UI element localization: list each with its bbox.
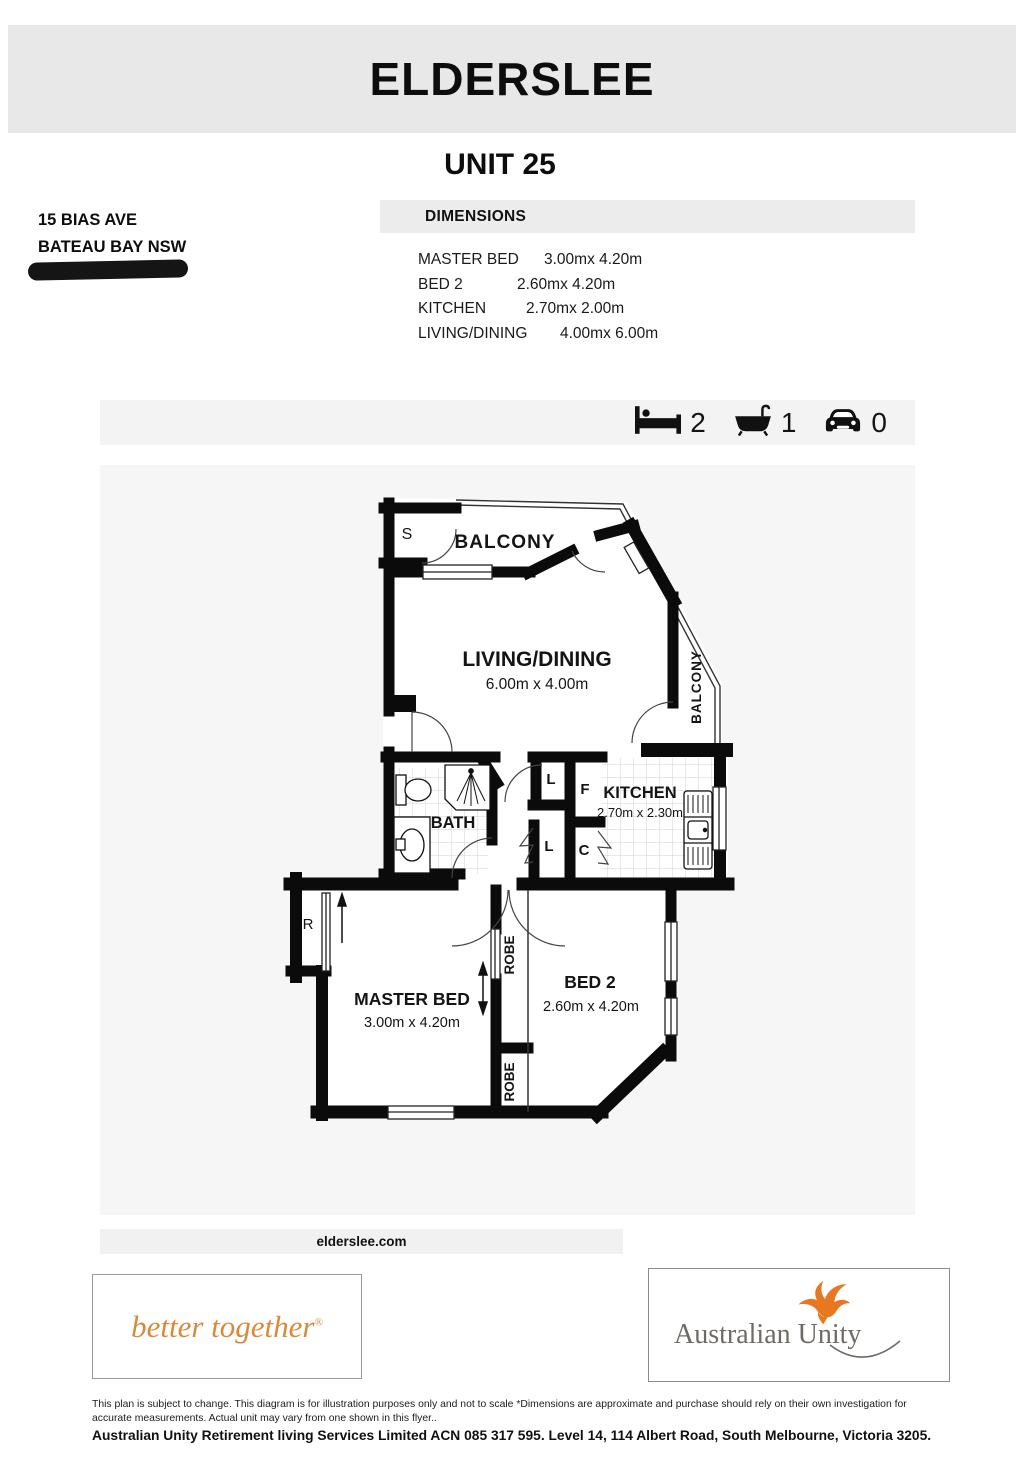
- table-row: [418, 248, 818, 273]
- dim-value: 2.70mx 2.00m: [526, 300, 625, 318]
- baths-feature: [734, 404, 797, 441]
- table-row: [418, 273, 818, 298]
- bath-icon: [734, 404, 772, 441]
- robe-r-label: R: [302, 916, 314, 933]
- master-bed-dims: 3.00m x 4.20m: [364, 1015, 460, 1031]
- dim-label: BED 2: [418, 275, 463, 293]
- cupboard-label: C: [578, 842, 590, 859]
- australian-unity-text: Australian Unity: [674, 1319, 862, 1350]
- website-band: [100, 1229, 623, 1254]
- dimensions-table: [418, 248, 818, 346]
- robe-top-label: ROBE: [502, 935, 517, 975]
- living-label: LIVING/DINING: [462, 648, 612, 671]
- storage-label: S: [401, 526, 413, 543]
- linen-label-2: L: [544, 838, 554, 855]
- cars-count: 0: [871, 406, 887, 438]
- dim-value: 3.00mx 4.20m: [544, 251, 643, 269]
- balcony-right-label: BALCONY: [689, 650, 704, 724]
- disclaimer-text: This plan is subject to change. This diagram is for illustration purposes only and not to scale *Dimensions are approximate and purchase should rely on their own investigation for accurate measurements. Actual unit may vary from one shown in this flyer..: [92, 1399, 907, 1424]
- dimensions-header-band: [380, 200, 915, 233]
- address-block: [38, 207, 186, 261]
- address-line2: BATEAU BAY NSW: [38, 238, 187, 256]
- bed2-label: BED 2: [564, 972, 616, 992]
- header-band: [8, 25, 1016, 133]
- website-url[interactable]: elderslee.com: [316, 1234, 407, 1249]
- linen-label-1: L: [546, 771, 556, 788]
- floor-plan: [100, 465, 915, 1215]
- dim-label: MASTER BED: [418, 251, 519, 269]
- cars-feature: [824, 406, 887, 440]
- australian-unity-logo: [668, 1279, 930, 1371]
- features-band: [100, 400, 915, 445]
- dim-value: 2.60mx 4.20m: [517, 275, 616, 293]
- dimensions-heading: DIMENSIONS: [425, 207, 527, 225]
- registered-mark: ®: [314, 1316, 323, 1329]
- fridge-label: F: [580, 781, 590, 798]
- company-text: Australian Unity Retirement living Services Limited ACN 085 317 595. Level 14, 114 Albert Road, South Melbourne, Victoria 3205.: [92, 1428, 932, 1443]
- kitchen-dims: 2.70m x 2.30m: [597, 805, 683, 820]
- table-row: [418, 322, 818, 347]
- bath-label: BATH: [430, 814, 476, 832]
- beds-feature: [635, 405, 706, 440]
- robe-bottom-label: ROBE: [502, 1062, 517, 1102]
- phoenix-bird-icon: [798, 1281, 850, 1324]
- beds-count: 2: [690, 406, 706, 438]
- page-title: ELDERSLEE: [369, 53, 655, 105]
- kitchen-label: KITCHEN: [603, 784, 677, 802]
- bed2-dims: 2.60m x 4.20m: [543, 999, 639, 1015]
- redacted-phone-bar: [28, 259, 188, 280]
- better-together-logo-box: [92, 1274, 362, 1379]
- floor-plan-panel: [100, 465, 915, 1215]
- table-row: [418, 297, 818, 322]
- master-bed-label: MASTER BED: [354, 989, 470, 1009]
- australian-unity-logo-box: [648, 1268, 950, 1382]
- bed-icon: [635, 405, 681, 440]
- car-icon: [824, 406, 862, 440]
- address-line1: 15 BIAS AVE: [38, 211, 138, 229]
- better-together-logo: better together®: [131, 1308, 323, 1344]
- dim-label: LIVING/DINING: [418, 324, 528, 342]
- baths-count: 1: [780, 406, 797, 438]
- kitchen-bench: [684, 791, 712, 869]
- living-dims: 6.00m x 4.00m: [485, 676, 589, 693]
- balcony-top-label: BALCONY: [454, 532, 556, 553]
- dim-label: KITCHEN: [418, 300, 487, 318]
- wall-pier: [384, 695, 416, 712]
- dim-value: 4.00mx 6.00m: [560, 324, 659, 342]
- unit-title: UNIT 25: [444, 148, 556, 181]
